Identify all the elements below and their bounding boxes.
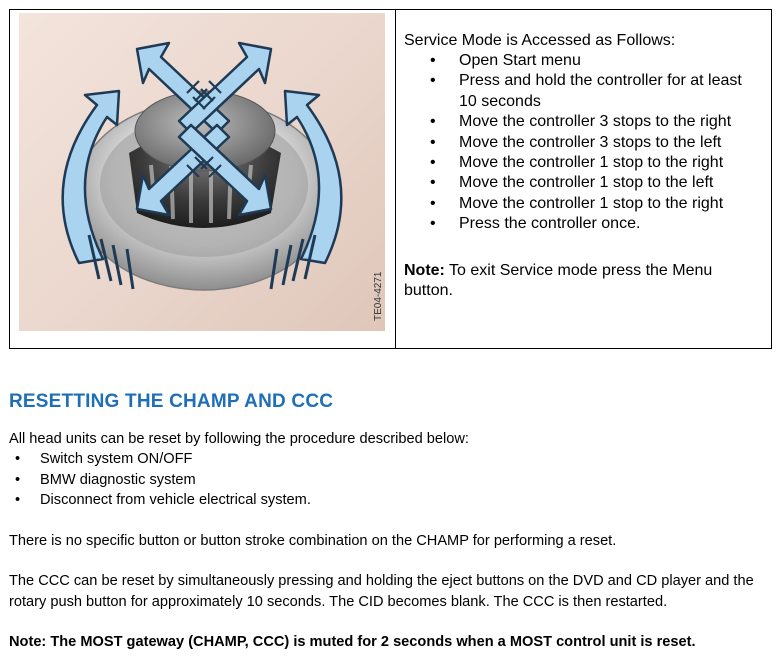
- service-mode-table: [9, 9, 772, 349]
- list-item: • BMW diagnostic system: [9, 470, 771, 491]
- list-item: • Move the controller 1 stop to the left: [404, 173, 764, 193]
- service-mode-title: Service Mode is Accessed as Follows:: [404, 32, 676, 49]
- figure-cell: [10, 10, 396, 348]
- note-text: To exit Service mode press the Menu button.: [404, 262, 713, 300]
- ccc-reset-paragraph: The CCC can be reset by simultaneously pressing and holding the eject buttons on the DVD and CD player and the rotary push button for approximately 10 seconds. The CID becomes blank. The CCC is then restarted.: [9, 573, 754, 610]
- reset-methods-list: [9, 449, 771, 511]
- list-item: • Switch system ON/OFF: [9, 449, 771, 470]
- list-item: • Move the controller 1 stop to the right: [404, 194, 764, 214]
- reset-intro: All head units can be reset by following the procedure described below:: [9, 430, 469, 447]
- controller-knob-illustration: [19, 13, 385, 331]
- list-item: • Press and hold the controller for at least 10 seconds: [404, 71, 764, 112]
- list-item: • Open Start menu: [404, 51, 764, 71]
- most-gateway-note: Note: The MOST gateway (CHAMP, CCC) is muted for 2 seconds when a MOST control unit is reset.: [9, 634, 696, 650]
- note-label: Note:: [404, 262, 445, 279]
- champ-reset-paragraph: There is no specific button or button stroke combination on the CHAMP for performing a reset.: [9, 532, 617, 549]
- list-item: • Move the controller 3 stops to the right: [404, 112, 764, 132]
- service-mode-steps: [404, 51, 764, 235]
- list-item: • Move the controller 1 stop to the right: [404, 153, 764, 173]
- list-item: • Move the controller 3 stops to the left: [404, 133, 764, 153]
- section-heading: RESETTING THE CHAMP AND CCC: [9, 391, 334, 412]
- list-item: • Press the controller once.: [404, 214, 764, 234]
- service-mode-note: [404, 261, 754, 302]
- image-code: TE04-4271: [373, 271, 384, 321]
- reset-section: [9, 392, 771, 653]
- list-item: • Disconnect from vehicle electrical system.: [9, 490, 771, 511]
- service-mode-cell: [396, 10, 771, 348]
